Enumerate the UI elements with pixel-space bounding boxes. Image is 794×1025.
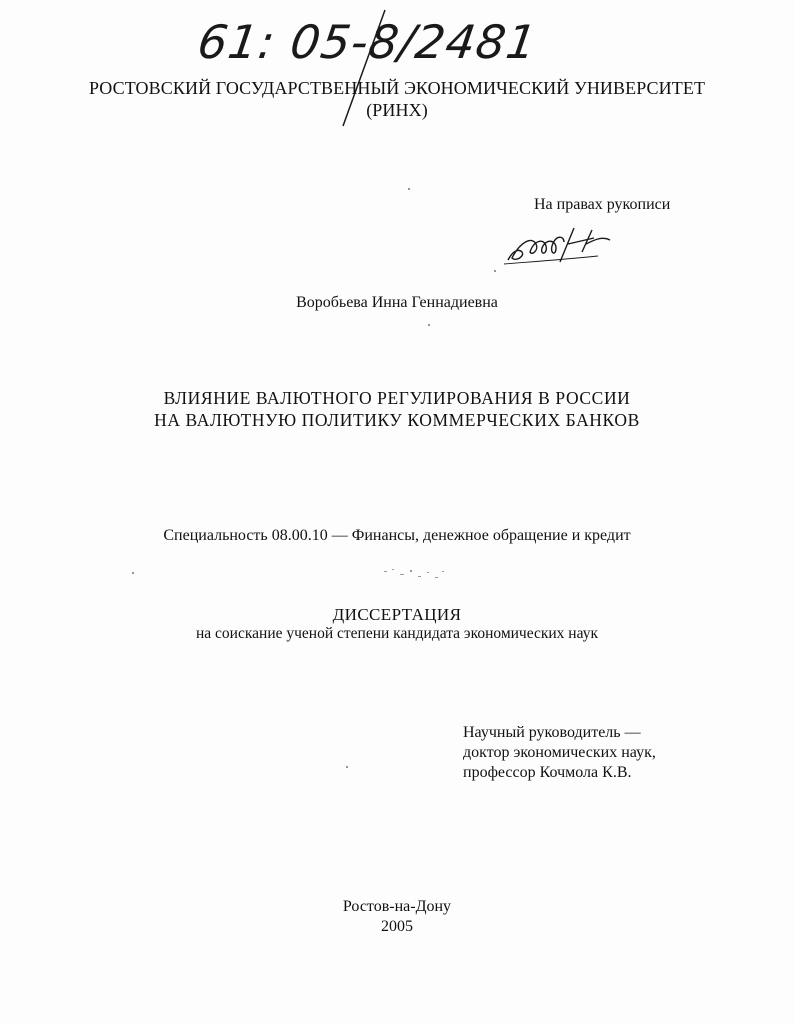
- institution-abbr: (РИНХ): [366, 100, 428, 120]
- scan-speck: [428, 324, 430, 326]
- scan-speck: [408, 188, 410, 190]
- supervisor-role: Научный руководитель —: [463, 724, 641, 741]
- supervisor-block: [463, 723, 656, 783]
- svg-text:61: 05-8/2481: 61: 05-8/2481: [194, 15, 541, 69]
- manuscript-rights: На правах рукописи: [534, 196, 671, 213]
- institution-name: РОСТОВСКИЙ ГОСУДАРСТВЕННЫЙ ЭКОНОМИЧЕСКИЙ УНИВЕРСИТЕТ: [88, 78, 706, 98]
- city: Ростов-на-Дону: [342, 898, 452, 915]
- scan-speck: [346, 766, 348, 768]
- handwritten-catalog-number: [194, 8, 541, 70]
- year: 2005: [381, 918, 413, 935]
- author-name: Воробьева Инна Геннадиевна: [296, 294, 498, 311]
- faint-stamp-marks: [380, 565, 450, 583]
- institution-block: [0, 77, 794, 121]
- dissertation-title: [0, 387, 794, 431]
- degree-line: на соискание ученой степени кандидата экономических наук: [196, 625, 598, 642]
- supervisor-name: профессор Кочмола К.В.: [463, 764, 632, 781]
- city-year-block: [0, 897, 794, 937]
- supervisor-degree: доктор экономических наук,: [463, 744, 656, 761]
- author-signature: [498, 222, 618, 272]
- document-type: ДИССЕРТАЦИЯ: [332, 605, 462, 624]
- scan-speck: [132, 572, 134, 574]
- title-line-2: НА ВАЛЮТНУЮ ПОЛИТИКУ КОММЕРЧЕСКИХ БАНКОВ: [154, 410, 640, 430]
- scan-speck: [494, 270, 496, 272]
- title-line-1: ВЛИЯНИЕ ВАЛЮТНОГО РЕГУЛИРОВАНИЯ В РОССИИ: [163, 388, 631, 408]
- specialty: Специальность 08.00.10 — Финансы, денежное обращение и кредит: [163, 527, 631, 544]
